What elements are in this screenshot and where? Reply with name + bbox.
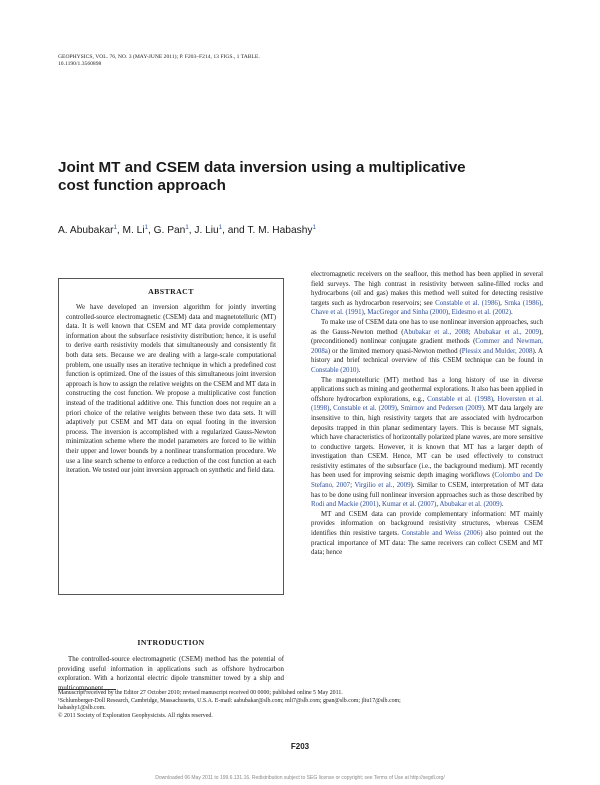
author-separator: , and xyxy=(222,225,248,236)
body-paragraph-2 xyxy=(311,318,543,376)
manuscript-dates: Manuscript received by the Editor 27 October 2010; revised manuscript received 00 0000; published online 5 May 2011. xyxy=(58,690,343,696)
text-run: , xyxy=(493,395,498,403)
journal-header xyxy=(58,54,478,68)
citation-link[interactable]: Rodi and Mackie (2001) xyxy=(311,501,379,509)
citation-link[interactable]: Constable and Weiss (2006) xyxy=(401,530,483,538)
body-paragraph-1 xyxy=(311,270,543,318)
text-run: To make use of CSEM data one has to use nonlinear inversion approaches, such as the Gauss-Newton method ( xyxy=(311,318,543,336)
paper-title xyxy=(58,159,538,194)
text-run: . xyxy=(511,309,513,317)
citation-link[interactable]: Eidesmo et al. (2002) xyxy=(451,309,511,317)
author-separator: , xyxy=(116,225,123,236)
journal-citation-line: GEOPHYSICS, VOL. 76, NO. 3 (MAY-JUNE 2011); P. F203–F214, 13 FIGS., 1 TABLE. xyxy=(58,54,260,60)
text-run: , xyxy=(500,299,505,307)
text-run: The magnetotelluric (MT) method has a long history of use in diverse applications such as mining and geothermal explorations. It also has been applied in offshore hydrocarbon explorations, e.g., xyxy=(311,376,543,403)
author-affiliation-mark[interactable]: 1 xyxy=(185,225,189,231)
introduction-paragraph: The controlled-source electromagnetic (CSEM) method has the potential of providing useful information in applications such as offshore hydrocarbon exploration. With a horizontal electric dipole transmitter towed by a ship and multicomponent xyxy=(58,656,284,692)
citation-link[interactable]: Abubakar et al. (2009) xyxy=(439,501,502,509)
text-run: , xyxy=(448,309,452,317)
citation-link[interactable]: Constable et al. (1998) xyxy=(427,395,494,403)
citation-link[interactable]: Abubakar et al., 2009 xyxy=(473,328,539,336)
citation-link[interactable]: Plessix and Mulder, 2008 xyxy=(461,347,533,355)
copyright-notice: © 2011 Society of Exploration Geophysicists. All rights reserved. xyxy=(58,712,213,719)
body-paragraph-4 xyxy=(311,510,543,558)
author-separator: , xyxy=(147,225,154,236)
introduction-heading: INTRODUCTION xyxy=(137,638,205,647)
citation-link[interactable]: Constable et al. (2009) xyxy=(333,405,397,413)
citation-link[interactable]: Hoversten et al. (1998) xyxy=(311,395,543,413)
author: G. Pan xyxy=(153,225,186,236)
text-run: ), (preconditioned) nonlinear conjugate gradient methods ( xyxy=(311,328,543,346)
body-paragraph-3 xyxy=(311,376,543,510)
author-list xyxy=(58,225,538,236)
citation-link[interactable]: Constable et al. (1986) xyxy=(435,299,501,307)
author-affiliation-mark[interactable]: 1 xyxy=(312,225,316,231)
text-run: . xyxy=(358,366,361,374)
citation-link[interactable]: MacGregor and Sinha (2000) xyxy=(367,309,449,317)
text-run: , xyxy=(541,299,544,307)
author: A. Abubakar xyxy=(58,225,114,236)
abstract-heading: ABSTRACT xyxy=(148,287,194,296)
citation-link[interactable]: Colombo and De Stefano, 2007 xyxy=(311,472,543,490)
text-run: ). A history and brief technical overview of this CSEM technique can be found in xyxy=(311,347,543,365)
abstract-paragraph: We have developed an inversion algorithm for jointly inverting controlled-source electromagnetic (CSEM) data and magnetotelluric (MT) data. It is well known that CSEM and MT data provide complementary information about the subsurface resistivity distribution; hence, it is useful to derive earth resistivity models that simultaneously and consistently fit both data sets. Because we are dealing with a large-scale computational problem, one usually uses an iterative technique in which a predefined cost function is optimized. One of the issues of this simultaneous joint inversion approach is how to assign the relative weights on the CSEM and MT data in constructing the cost function. We propose a multiplicative cost function instead of the traditional additive one. This function does not require an a priori choice of the relative weights between these two data sets. It will adaptively put CSEM and MT data on equal footing in the inversion process. The inversion is accomplished with a regularized Gauss-Newton minimization scheme where the model parameters are forced to lie within their upper and lower bounds by a nonlinear transformation procedure. We use a line search scheme to enforce a reduction of the cost function at each iteration. We tested our joint inversion approach on synthetic and field data. xyxy=(66,304,276,475)
citation-link[interactable]: Chave et al. (1991) xyxy=(311,309,364,317)
citation-link[interactable]: Abubakar et al., 2008 xyxy=(403,328,469,336)
text-run: . xyxy=(501,501,504,509)
citation-link[interactable]: Commer and Newman, 2008a xyxy=(311,338,544,355)
citation-link[interactable]: Srnka (1986) xyxy=(504,299,542,307)
text-run: ). Similar to CSEM, interpretation of MT data has to be done using full nonlinear inversion approaches such as those described by xyxy=(311,482,543,499)
text-run: . MT data largely are insensitive to thin, high resistivity targets that are associated with hydrocarbon deposits trapped in thin planar sedimentary layers. This is because MT signals, which have characteristics of horizontally polarized plane waves, are more sensitive to conductive targets. However, it is known that MT has a larger depth of investigation than CSEM. Hence, MT can be used effectively to construct resistivity estimates of the subsurface (i.e., the background medium). MT recently has been used for improving seismic depth imaging workflows ( xyxy=(311,405,543,480)
text-run: , xyxy=(396,405,401,413)
text-run: , xyxy=(378,501,383,509)
author-affiliation-mark[interactable]: 1 xyxy=(113,225,117,231)
author-separator: , xyxy=(188,225,195,236)
affiliation-emails-cont: habashy1@slb.com. xyxy=(58,705,106,712)
introduction-body xyxy=(58,655,284,693)
citation-link[interactable]: Kumar et al. (2007) xyxy=(382,501,437,509)
abstract-body xyxy=(66,303,276,476)
citation-link[interactable]: Virgilio et al., 2009 xyxy=(354,482,411,490)
author: T. M. Habashy xyxy=(247,225,313,236)
citation-link[interactable]: Constable (2010) xyxy=(311,366,359,374)
text-run: ; xyxy=(350,482,355,490)
author-affiliation-mark[interactable]: 1 xyxy=(144,225,148,231)
page-number: F203 xyxy=(290,742,310,751)
footnotes xyxy=(58,690,542,720)
text-run: ; xyxy=(468,328,474,336)
text-run: also pointed out the practical importance of MT data: The same receivers can collect CSEM and MT data; hence xyxy=(311,530,544,557)
title-line-2: cost function approach xyxy=(58,176,226,194)
text-run: MT and CSEM data can provide complementary information: MT mainly provides information on background resistivity structures, whereas CSEM identifies thin resistive targets. xyxy=(311,510,543,538)
right-column xyxy=(311,270,543,558)
citation-link[interactable]: Smirnov and Pedersen (2009) xyxy=(400,405,484,413)
text-run: ) or the limited memory quasi-Newton method ( xyxy=(327,347,462,355)
text-run: electromagnetic receivers on the seafloor, this method has been applied in several field surveys. The high contrast in resistivity between saline-filled rocks and hydrocarbons (oil and gas) makes this method well suited for detecting resistive targets such as hydrocarbon reservoirs; see xyxy=(311,271,543,307)
download-notice[interactable]: Downloaded 06 May 2011 to 199.6.131.16. Redistribution subject to SEG license or copyright; see Terms of Use at http://segdl.org/ xyxy=(155,775,445,781)
author: M. Li xyxy=(122,225,145,236)
text-run: , xyxy=(363,309,368,317)
text-run: , xyxy=(436,501,440,509)
author-affiliation-mark[interactable]: 1 xyxy=(218,225,223,231)
doi-line: 10.1190/1.3560898 xyxy=(58,61,102,68)
text-run: , xyxy=(329,405,334,413)
affiliation-emails: ¹Schlumberger-Doll Research, Cambridge, Massachusetts, U.S.A. E-mail: aabubakar@slb.com; mli7@slb.com; gpan@slb.com; jliu17@slb.com; xyxy=(58,697,401,704)
author: J. Liu xyxy=(194,225,219,236)
title-line-1: Joint MT and CSEM data inversion using a multiplicative xyxy=(58,159,466,176)
